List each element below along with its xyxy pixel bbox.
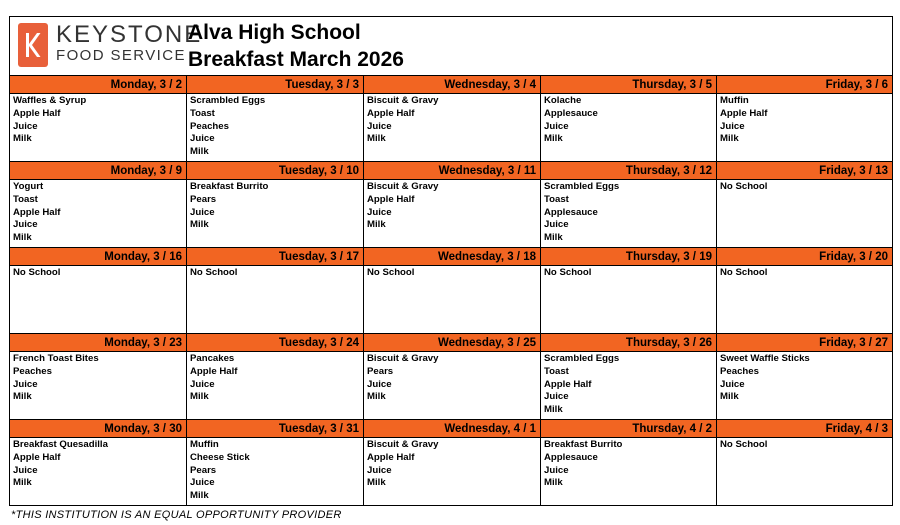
day-cell [541,333,717,419]
day-header-bar [10,333,186,352]
menu-item: Apple Half [720,107,768,119]
menu-header [10,17,892,75]
menu-item: Milk [544,232,563,244]
day-header-bar [10,247,186,266]
menu-item: Toast [544,193,569,205]
day-date: Friday, 3 / 6 [825,79,888,91]
day-date: Wednesday, 3 / 4 [444,79,536,91]
menu-item: Juice [720,378,745,390]
menu-item: Milk [190,490,209,502]
day-date: Friday, 3 / 20 [819,251,888,263]
day-date: Wednesday, 3 / 18 [437,251,536,263]
menu-item: Milk [190,391,209,403]
day-header-bar [364,419,540,438]
logo-wordmark-line1: KEYSTONE [56,21,203,48]
day-header-bar [187,419,363,438]
menu-item: No School [544,267,592,278]
menu-item: Juice [190,133,215,145]
menu-items [367,95,538,146]
menu-item: Biscuit & Gravy [367,95,439,106]
menu-item: Pears [190,193,217,205]
menu-item: Apple Half [367,451,415,463]
day-date: Tuesday, 3 / 17 [278,251,359,263]
day-date: Thursday, 3 / 5 [632,79,712,91]
day-header-bar [364,333,540,352]
day-header-bar [717,75,892,94]
menu-item: Juice [544,219,569,231]
week-row [10,419,892,505]
day-date: Friday, 4 / 3 [825,423,888,435]
day-date: Friday, 3 / 27 [819,337,888,349]
day-header-bar [187,75,363,94]
logo-wordmark-line2: FOOD SERVICE [56,47,186,64]
day-date: Thursday, 3 / 19 [625,251,712,263]
menu-grid [10,75,892,505]
menu-item: Breakfast Burrito [190,181,269,192]
menu-item: Milk [720,133,739,145]
day-header-bar [717,333,892,352]
menu-item: Milk [190,219,209,231]
menu-item: Pears [367,365,394,377]
menu-item: Juice [13,378,38,390]
day-cell [10,161,187,247]
day-cell [187,75,364,161]
menu-item: Milk [367,477,386,489]
menu-item: Milk [190,146,209,158]
week-row [10,247,892,333]
equal-opportunity-notice: *THIS INSTITUTION IS AN EQUAL OPPORTUNITY PROVIDER [11,509,342,521]
day-cell [541,161,717,247]
menu-items [367,267,538,280]
menu-item: Peaches [190,120,229,132]
menu-item: No School [720,439,768,450]
menu-items [13,95,184,146]
day-header-bar [717,419,892,438]
day-date: Tuesday, 3 / 24 [278,337,359,349]
day-cell [364,419,541,505]
menu-item: Peaches [13,365,52,377]
menu-items [190,439,361,503]
menu-item: Apple Half [544,378,592,390]
menu-items [367,353,538,404]
menu-item: Juice [544,464,569,476]
day-cell [10,333,187,419]
menu-item: Pancakes [190,353,235,364]
menu-item: Milk [544,477,563,489]
menu-item: Toast [13,193,38,205]
day-cell [187,333,364,419]
menu-item: Juice [367,464,392,476]
day-cell [541,247,717,333]
menu-items [13,439,184,490]
day-date: Thursday, 3 / 26 [625,337,712,349]
day-header-bar [541,75,716,94]
menu-item: Breakfast Burrito [544,439,623,450]
day-date: Wednesday, 3 / 11 [438,165,536,177]
menu-items [13,181,184,245]
menu-item: Juice [720,120,745,132]
day-date: Monday, 3 / 30 [104,423,182,435]
menu-item: Juice [13,120,38,132]
day-date: Tuesday, 3 / 3 [285,79,359,91]
menu-item: Juice [13,219,38,231]
day-date: Thursday, 4 / 2 [632,423,712,435]
menu-item: Juice [190,206,215,218]
menu-items [367,439,538,490]
menu-title: Breakfast March 2026 [188,48,404,71]
menu-item: Waffles & Syrup [13,95,87,106]
menu-item: Apple Half [190,365,238,377]
day-date: Monday, 3 / 2 [110,79,182,91]
day-cell [187,419,364,505]
day-cell [187,161,364,247]
menu-item: Juice [190,378,215,390]
day-cell [541,419,717,505]
menu-item: Apple Half [13,451,61,463]
menu-item: Toast [190,107,215,119]
menu-items [544,353,714,417]
menu-item: Applesauce [544,206,598,218]
menu-calendar [9,16,893,506]
day-cell [717,161,892,247]
menu-item: No School [190,267,238,278]
menu-item: Apple Half [367,107,415,119]
menu-item: Scrambled Eggs [544,353,620,364]
day-cell [364,247,541,333]
menu-items [720,267,890,280]
menu-item: Yogurt [13,181,44,192]
menu-item: Milk [13,391,32,403]
menu-item: Kolache [544,95,582,106]
day-header-bar [10,161,186,180]
day-date: Monday, 3 / 23 [104,337,182,349]
menu-item: No School [720,267,768,278]
menu-item: Muffin [190,439,219,450]
menu-item: Scrambled Eggs [544,181,620,192]
menu-item: No School [720,181,768,192]
menu-item: No School [13,267,61,278]
menu-item: Muffin [720,95,749,106]
day-cell [717,419,892,505]
day-date: Monday, 3 / 9 [110,165,182,177]
day-date: Friday, 3 / 13 [819,165,888,177]
menu-item: Applesauce [544,107,598,119]
day-header-bar [187,161,363,180]
day-header-bar [364,75,540,94]
menu-item: Milk [544,133,563,145]
menu-item: Applesauce [544,451,598,463]
menu-items [544,267,714,280]
day-header-bar [187,247,363,266]
day-cell [10,419,187,505]
menu-item: Peaches [720,365,759,377]
menu-item: Milk [367,391,386,403]
day-header-bar [364,247,540,266]
menu-item: Milk [13,477,32,489]
day-date: Thursday, 3 / 12 [625,165,712,177]
week-row [10,333,892,419]
menu-items [720,439,890,452]
menu-items [720,181,890,194]
menu-items [190,181,361,232]
day-header-bar [10,75,186,94]
week-row [10,75,892,161]
day-cell [364,333,541,419]
menu-item: French Toast Bites [13,353,99,364]
menu-item: Milk [13,133,32,145]
day-header-bar [541,333,716,352]
day-cell [364,161,541,247]
menu-items [190,95,361,159]
menu-items [13,267,184,280]
day-date: Wednesday, 3 / 25 [437,337,536,349]
menu-item: Juice [544,391,569,403]
menu-item: Scrambled Eggs [190,95,266,106]
day-cell [717,333,892,419]
menu-item: Biscuit & Gravy [367,439,439,450]
day-header-bar [717,161,892,180]
menu-items [367,181,538,232]
day-date: Tuesday, 3 / 31 [278,423,359,435]
day-date: Tuesday, 3 / 10 [278,165,359,177]
menu-items [544,95,714,146]
menu-item: Milk [367,133,386,145]
menu-items [544,181,714,245]
menu-item: Juice [367,120,392,132]
day-cell [364,75,541,161]
day-date: Wednesday, 4 / 1 [444,423,536,435]
menu-item: Juice [367,206,392,218]
menu-item: Juice [13,464,38,476]
menu-item: Milk [13,232,32,244]
menu-items [544,439,714,490]
menu-item: Sweet Waffle Sticks [720,353,810,364]
menu-item: Milk [367,219,386,231]
menu-item: Apple Half [13,206,61,218]
menu-items [13,353,184,404]
menu-item: Biscuit & Gravy [367,353,439,364]
day-date: Monday, 3 / 16 [104,251,182,263]
menu-item: Breakfast Quesadilla [13,439,108,450]
menu-item: Milk [544,404,563,416]
day-header-bar [10,419,186,438]
menu-item: Biscuit & Gravy [367,181,439,192]
menu-item: Juice [544,120,569,132]
week-row [10,161,892,247]
day-cell [10,247,187,333]
day-header-bar [364,161,540,180]
menu-item: Toast [544,365,569,377]
day-cell [541,75,717,161]
menu-item: Juice [367,378,392,390]
menu-items [720,95,890,146]
school-name: Alva High School [188,21,361,44]
menu-item: Cheese Stick [190,451,250,463]
day-cell [717,75,892,161]
day-header-bar [541,419,716,438]
menu-item: Milk [720,391,739,403]
day-header-bar [717,247,892,266]
menu-item: Juice [190,477,215,489]
keystone-k-logo-icon [18,23,48,67]
day-header-bar [541,161,716,180]
day-cell [187,247,364,333]
menu-item: No School [367,267,415,278]
day-header-bar [541,247,716,266]
menu-items [720,353,890,404]
menu-items [190,353,361,404]
menu-item: Pears [190,464,217,476]
day-header-bar [187,333,363,352]
menu-item: Apple Half [13,107,61,119]
menu-items [190,267,361,280]
day-cell [10,75,187,161]
menu-item: Apple Half [367,193,415,205]
day-cell [717,247,892,333]
